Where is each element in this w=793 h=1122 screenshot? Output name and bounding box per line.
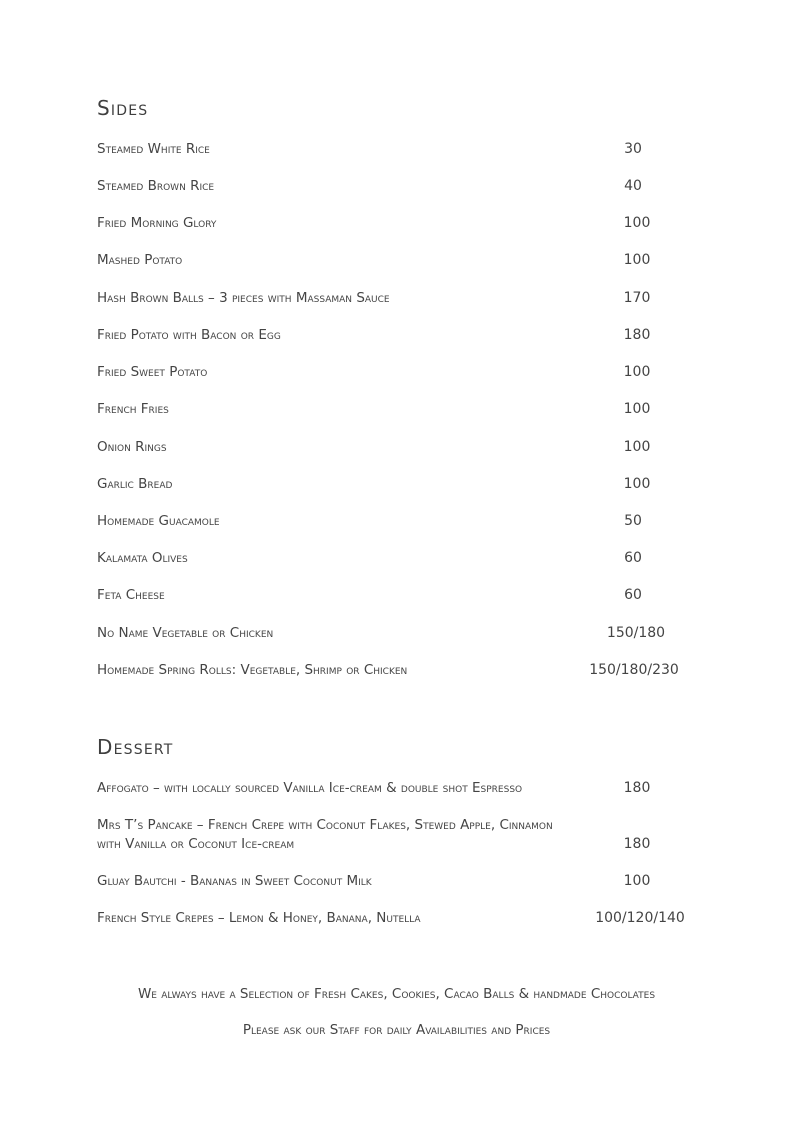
sides-item-name: Kalamata Olives bbox=[97, 550, 188, 566]
dessert-item-price: 180 bbox=[623, 836, 651, 852]
sides-item-price: 100 bbox=[623, 401, 651, 417]
dessert-item-price: 100/120/140 bbox=[595, 910, 685, 926]
dessert-item-name: French Style Crepes – Lemon & Honey, Banana, Nutella bbox=[97, 910, 421, 926]
dessert-heading: Dessert bbox=[97, 735, 174, 759]
dessert-item-name: Affogato – with locally sourced Vanilla Ice-cream & double shot Espresso bbox=[97, 780, 523, 796]
sides-item-name: No Name Vegetable or Chicken bbox=[97, 625, 274, 641]
sides-item-price: 100 bbox=[623, 252, 651, 268]
sides-item-price: 60 bbox=[624, 550, 642, 566]
dessert-item-price: 180 bbox=[623, 780, 651, 796]
dessert-item-name: Mrs T’s Pancake – French Crepe with Coconut Flakes, Stewed Apple, Cinnamon bbox=[97, 817, 553, 833]
sides-item-price: 100 bbox=[623, 476, 651, 492]
sides-item-price: 150/180/230 bbox=[589, 662, 679, 678]
sides-item-name: Garlic Bread bbox=[97, 476, 173, 492]
sides-item-name: Homemade Spring Rolls: Vegetable, Shrimp or Chicken bbox=[97, 662, 408, 678]
sides-item-name: Fried Sweet Potato bbox=[97, 364, 208, 380]
sides-item-name: Onion Rings bbox=[97, 439, 167, 455]
sides-item-name: Hash Brown Balls – 3 pieces with Massaman Sauce bbox=[97, 290, 390, 306]
sides-item-name: French Fries bbox=[97, 401, 169, 417]
sides-item-name: Steamed White Rice bbox=[97, 141, 210, 157]
dessert-item-price: 100 bbox=[623, 873, 651, 889]
sides-item-name: Fried Potato with Bacon or Egg bbox=[97, 327, 281, 343]
dessert-item-name: Gluay Bautchi - Bananas in Sweet Coconut Milk bbox=[97, 873, 372, 889]
footer-note-staff: Please ask our Staff for daily Availabilities and Prices bbox=[242, 1022, 551, 1038]
sides-item-name: Steamed Brown Rice bbox=[97, 178, 215, 194]
sides-item-price: 100 bbox=[623, 364, 651, 380]
sides-item-price: 170 bbox=[623, 290, 651, 306]
dessert-item-name-continued: with Vanilla or Coconut Ice-cream bbox=[97, 836, 295, 852]
sides-item-price: 50 bbox=[624, 513, 642, 529]
sides-item-name: Feta Cheese bbox=[97, 587, 165, 603]
footer-note-selection: We always have a Selection of Fresh Cakes, Cookies, Cacao Balls & handmade Chocolates bbox=[137, 986, 656, 1002]
sides-item-price: 180 bbox=[623, 327, 651, 343]
sides-item-name: Fried Morning Glory bbox=[97, 215, 217, 231]
sides-heading: Sides bbox=[97, 96, 149, 120]
sides-item-price: 60 bbox=[624, 587, 642, 603]
sides-item-name: Homemade Guacamole bbox=[97, 513, 220, 529]
sides-item-price: 30 bbox=[624, 141, 642, 157]
sides-item-price: 150/180 bbox=[606, 625, 666, 641]
sides-item-price: 100 bbox=[623, 439, 651, 455]
sides-item-name: Mashed Potato bbox=[97, 252, 183, 268]
sides-item-price: 100 bbox=[623, 215, 651, 231]
sides-item-price: 40 bbox=[624, 178, 642, 194]
